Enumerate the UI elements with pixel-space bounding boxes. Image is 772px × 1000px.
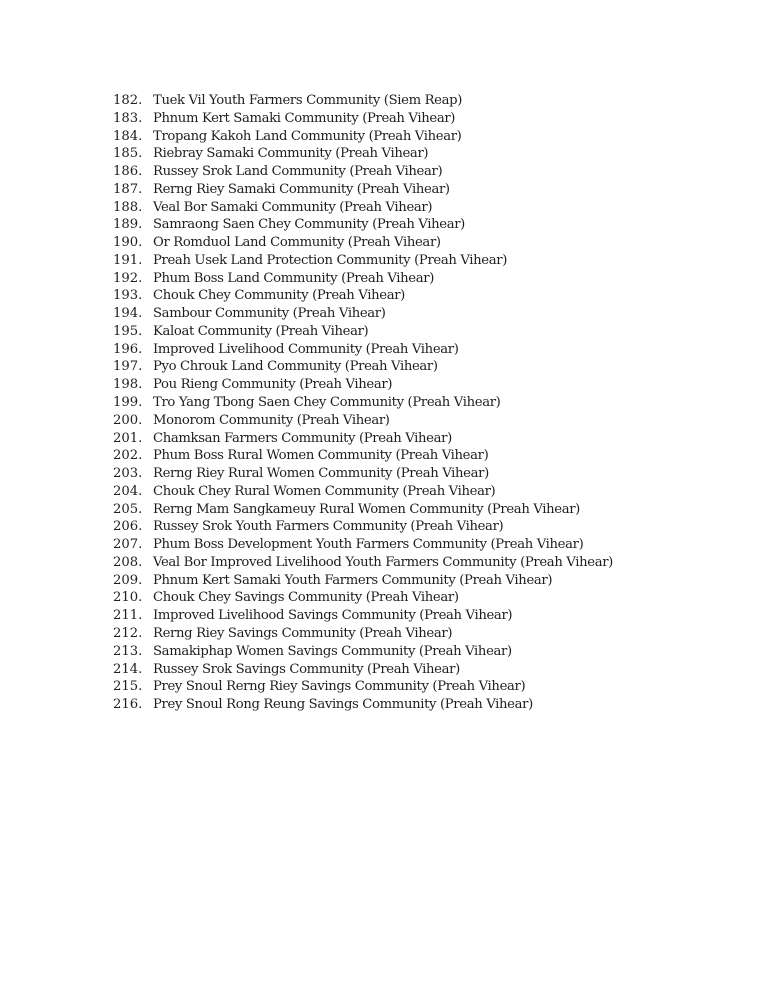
list-item <box>113 128 613 146</box>
list-item <box>113 358 613 376</box>
list-item <box>113 572 613 590</box>
list-item <box>113 145 613 163</box>
list-item <box>113 305 613 323</box>
item-number: 188. <box>113 199 143 215</box>
item-number: 196. <box>113 341 143 357</box>
list-item <box>113 234 613 252</box>
list-item <box>113 216 613 234</box>
item-text: Russey Srok Youth Farmers Community (Preah Vihear) <box>153 519 504 535</box>
item-text: Phum Boss Rural Women Community (Preah Vihear) <box>153 448 489 464</box>
item-number: 201. <box>113 430 143 446</box>
list-item <box>113 412 613 430</box>
item-text: Improved Livelihood Community (Preah Vihear) <box>153 341 459 357</box>
item-number: 199. <box>113 395 143 411</box>
item-text: Veal Bor Improved Livelihood Youth Farmers Community (Preah Vihear) <box>153 554 613 570</box>
item-text: Veal Bor Samaki Community (Preah Vihear) <box>153 199 433 215</box>
list-item <box>113 323 613 341</box>
item-number: 200. <box>113 412 143 428</box>
list-item <box>113 661 613 679</box>
item-number: 192. <box>113 270 143 286</box>
item-text: Or Romduol Land Community (Preah Vihear) <box>153 235 441 251</box>
list-item <box>113 394 613 412</box>
list-item <box>113 696 613 714</box>
item-text: Preah Usek Land Protection Community (Preah Vihear) <box>153 252 508 268</box>
item-number: 186. <box>113 164 143 180</box>
item-text: Improved Livelihood Savings Community (Preah Vihear) <box>153 608 513 624</box>
community-list <box>113 92 613 714</box>
item-number: 206. <box>113 519 143 535</box>
list-item <box>113 643 613 661</box>
item-text: Samakiphap Women Savings Community (Preah Vihear) <box>153 643 512 659</box>
item-number: 215. <box>113 679 143 695</box>
item-number: 203. <box>113 466 143 482</box>
item-text: Phnum Kert Samaki Youth Farmers Community (Preah Vihear) <box>153 572 553 588</box>
item-number: 208. <box>113 554 143 570</box>
list-item <box>113 678 613 696</box>
list-item <box>113 199 613 217</box>
item-text: Chouk Chey Savings Community (Preah Vihear) <box>153 590 459 606</box>
item-number: 194. <box>113 306 143 322</box>
item-number: 211. <box>113 608 143 624</box>
item-number: 197. <box>113 359 143 375</box>
list-item <box>113 518 613 536</box>
item-number: 209. <box>113 572 143 588</box>
item-text: Phum Boss Land Community (Preah Vihear) <box>153 270 434 286</box>
item-text: Pyo Chrouk Land Community (Preah Vihear) <box>153 359 438 375</box>
item-number: 195. <box>113 323 143 339</box>
list-item <box>113 447 613 465</box>
item-number: 212. <box>113 625 143 641</box>
item-text: Russey Srok Land Community (Preah Vihear) <box>153 164 443 180</box>
list-item <box>113 92 613 110</box>
list-item <box>113 536 613 554</box>
item-number: 183. <box>113 110 143 126</box>
list-item <box>113 589 613 607</box>
list-item <box>113 625 613 643</box>
item-text: Monorom Community (Preah Vihear) <box>153 412 390 428</box>
item-text: Chouk Chey Rural Women Community (Preah Vihear) <box>153 483 496 499</box>
item-number: 198. <box>113 377 143 393</box>
item-number: 184. <box>113 128 143 144</box>
item-text: Tropang Kakoh Land Community (Preah Vihear) <box>153 128 462 144</box>
list-item <box>113 483 613 501</box>
item-text: Chouk Chey Community (Preah Vihear) <box>153 288 405 304</box>
list-item <box>113 163 613 181</box>
item-number: 207. <box>113 537 143 553</box>
item-text: Rerng Riey Rural Women Community (Preah Vihear) <box>153 466 489 482</box>
list-item <box>113 252 613 270</box>
item-number: 185. <box>113 146 143 162</box>
list-item <box>113 287 613 305</box>
item-text: Tro Yang Tbong Saen Chey Community (Preah Vihear) <box>153 395 501 411</box>
item-text: Rerng Mam Sangkameuy Rural Women Community (Preah Vihear) <box>153 501 580 517</box>
item-number: 191. <box>113 252 143 268</box>
item-number: 187. <box>113 181 143 197</box>
list-item <box>113 430 613 448</box>
list-item <box>113 376 613 394</box>
list-item <box>113 501 613 519</box>
item-text: Russey Srok Savings Community (Preah Vihear) <box>153 661 460 677</box>
item-text: Chamksan Farmers Community (Preah Vihear) <box>153 430 452 446</box>
list-item <box>113 341 613 359</box>
item-text: Tuek Vil Youth Farmers Community (Siem Reap) <box>153 93 463 108</box>
item-text: Rerng Riey Savings Community (Preah Vihear) <box>153 625 453 641</box>
item-number: 210. <box>113 590 143 606</box>
item-text: Prey Snoul Rong Reung Savings Community (Preah Vihear) <box>153 697 533 713</box>
item-text: Pou Rieng Community (Preah Vihear) <box>153 377 393 393</box>
item-number: 213. <box>113 643 143 659</box>
list-item <box>113 554 613 572</box>
item-text: Phnum Kert Samaki Community (Preah Vihear) <box>153 110 456 126</box>
item-text: Samraong Saen Chey Community (Preah Vihear) <box>153 217 465 233</box>
item-number: 202. <box>113 448 143 464</box>
list-item <box>113 270 613 288</box>
list-item <box>113 110 613 128</box>
item-number: 216. <box>113 697 143 713</box>
item-number: 205. <box>113 501 143 517</box>
item-text: Kaloat Community (Preah Vihear) <box>153 323 369 339</box>
item-text: Rerng Riey Samaki Community (Preah Vihear) <box>153 181 450 197</box>
item-text: Sambour Community (Preah Vihear) <box>153 306 386 322</box>
item-number: 204. <box>113 483 143 499</box>
item-number: 214. <box>113 661 143 677</box>
item-number: 189. <box>113 217 143 233</box>
list-item <box>113 181 613 199</box>
item-number: 182. <box>113 93 143 108</box>
list-item <box>113 607 613 625</box>
item-text: Riebray Samaki Community (Preah Vihear) <box>153 146 429 162</box>
item-number: 190. <box>113 235 143 251</box>
list-item <box>113 465 613 483</box>
item-text: Phum Boss Development Youth Farmers Community (Preah Vihear) <box>153 537 584 553</box>
item-text: Prey Snoul Rerng Riey Savings Community (Preah Vihear) <box>153 679 526 695</box>
item-number: 193. <box>113 288 143 304</box>
